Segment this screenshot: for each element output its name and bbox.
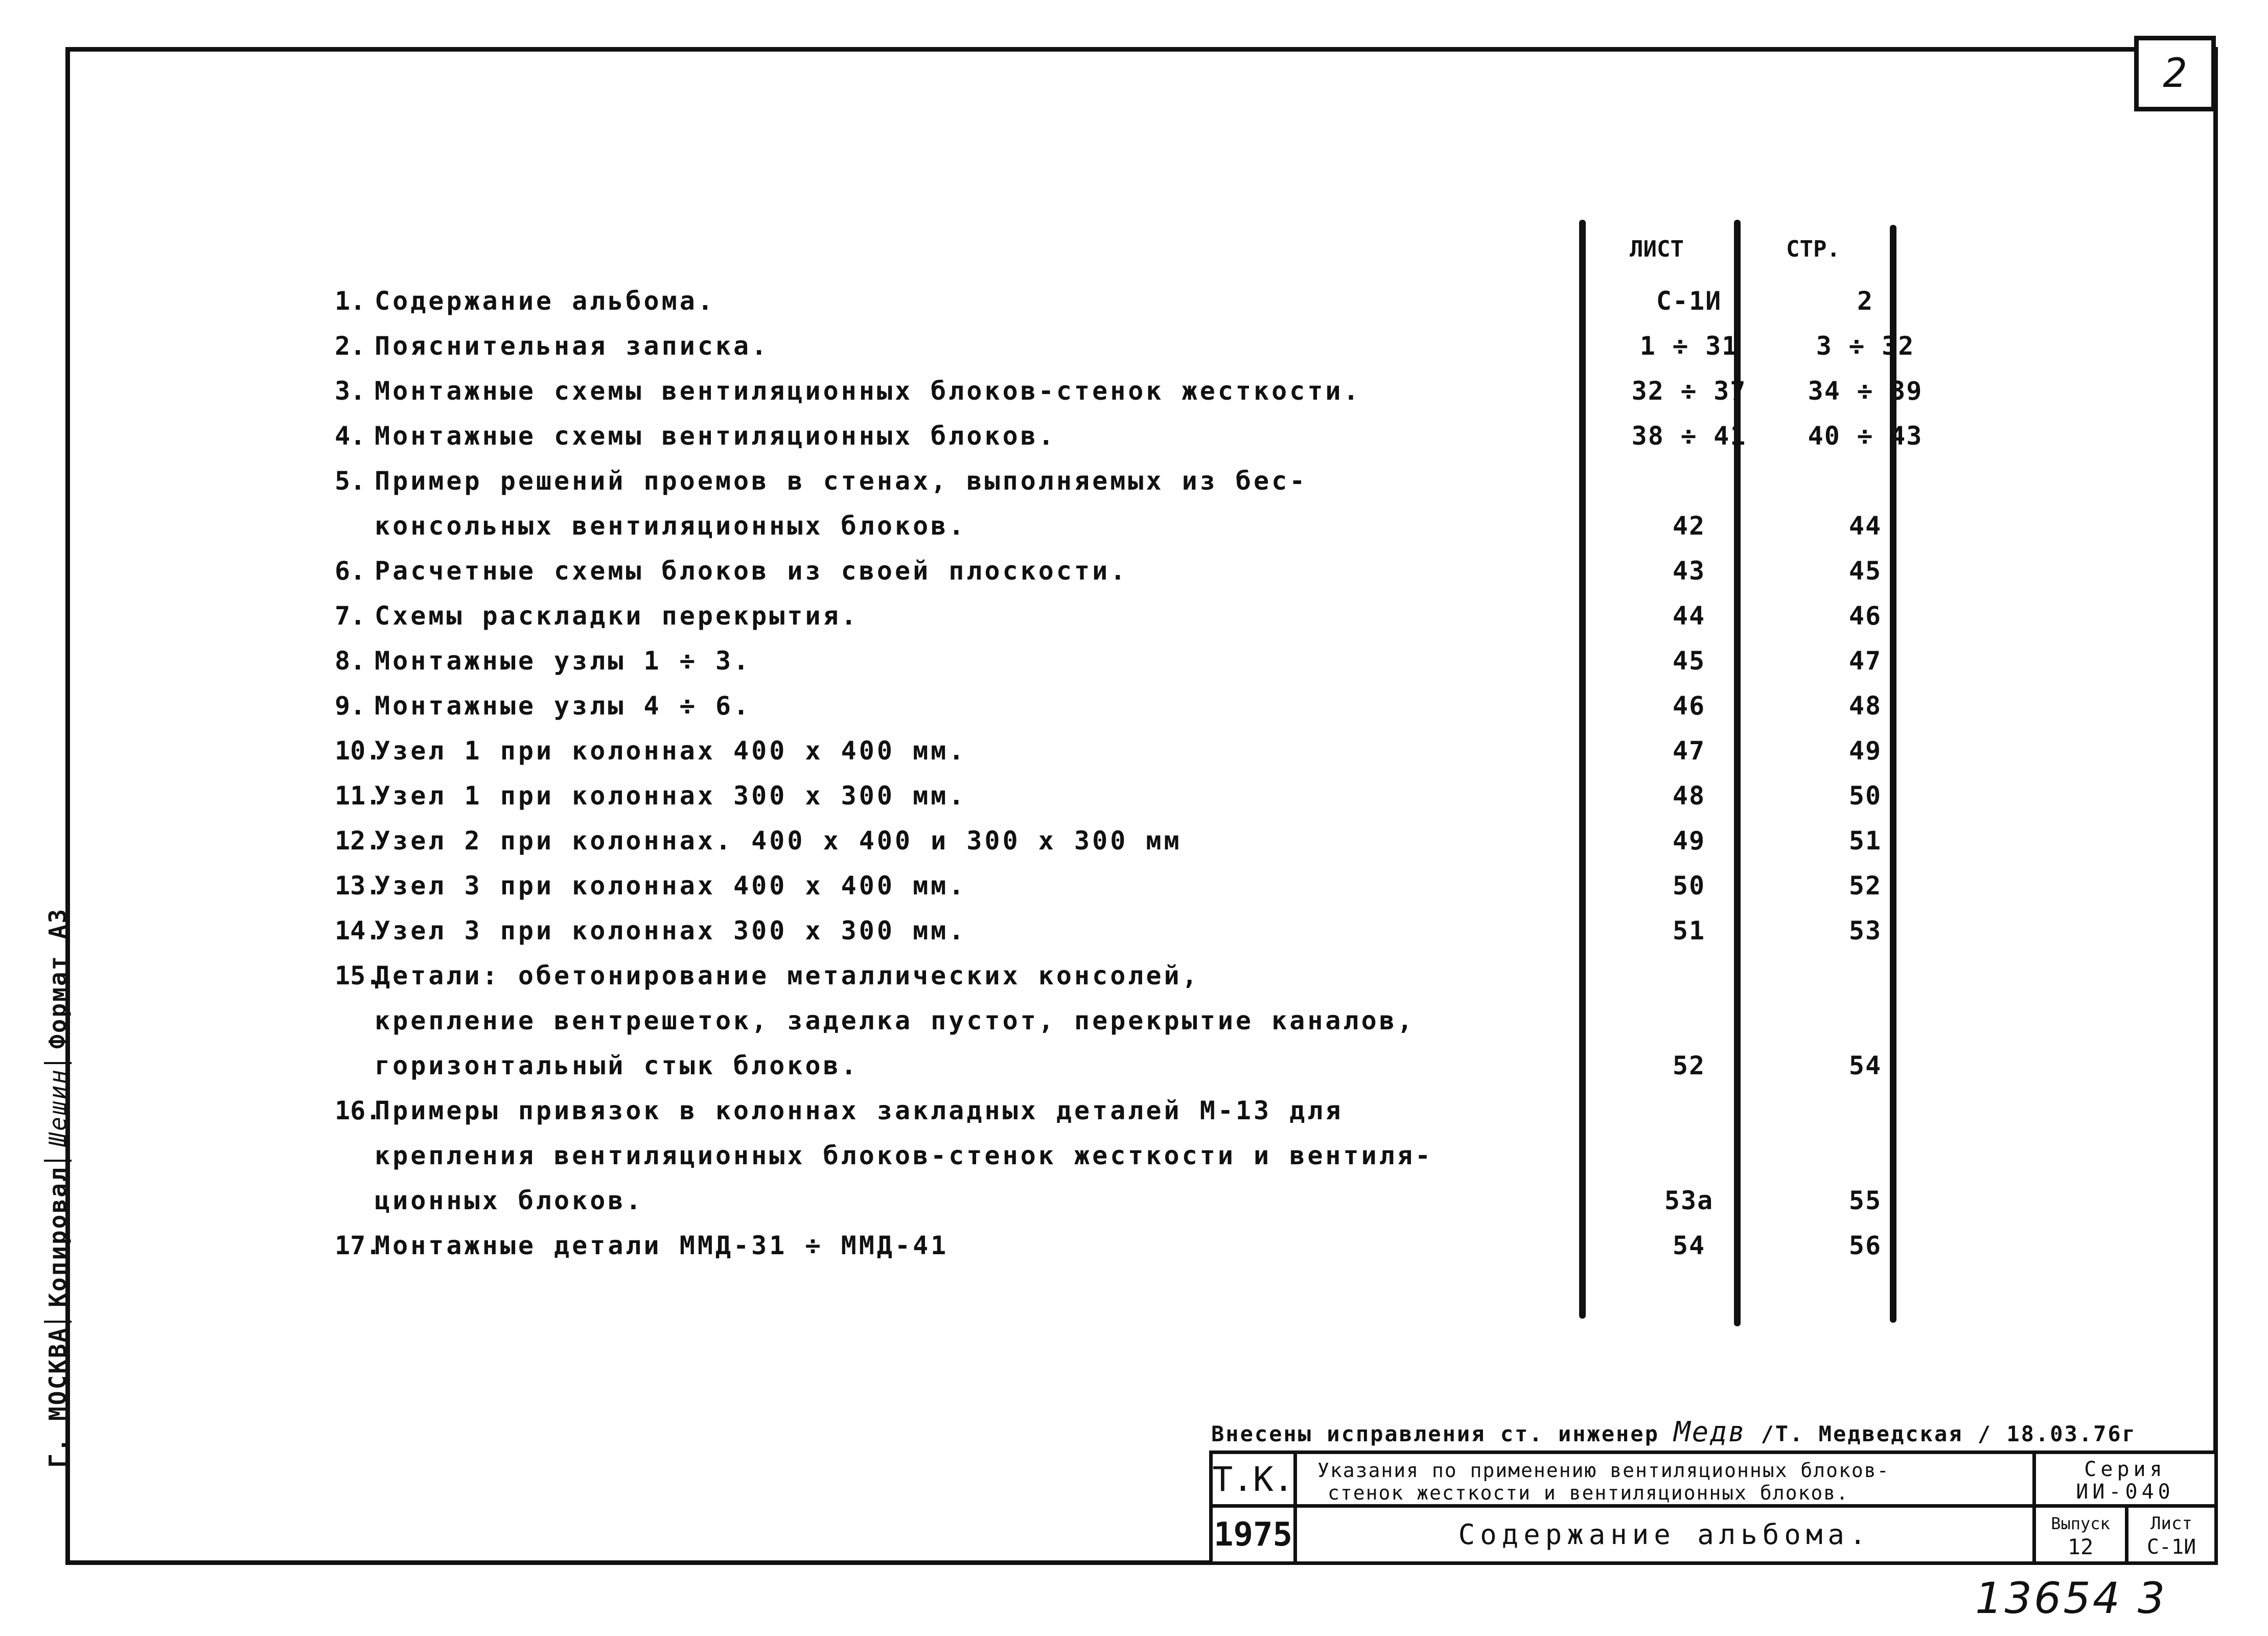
toc-page: 50: [1848, 781, 1882, 811]
title-block-sheet: [2125, 1504, 2218, 1565]
toc-sheet: 47: [1672, 736, 1706, 766]
title-block-sheet-value: С-1И: [2146, 1535, 2196, 1559]
toc-sheet: 49: [1672, 826, 1706, 856]
title-block-sheet-title: Содержание альбома.: [1293, 1504, 2036, 1565]
toc-sheet: 32 ÷ 37: [1631, 376, 1747, 406]
toc-page: 3 ÷ 32: [1816, 331, 1915, 361]
title-block-org: Т.К.: [1209, 1450, 1297, 1508]
toc-entry: 11.Узел 1 при колоннах 300 x 300 мм. 48 50: [335, 773, 1970, 818]
toc-page: 49: [1848, 736, 1882, 766]
toc-entry: 17.Монтажные детали ММД-31 ÷ ММД-41 54 56: [335, 1223, 1970, 1268]
title-block-issue: [2032, 1504, 2128, 1565]
toc-page: 40 ÷ 43: [1808, 421, 1923, 451]
title-block-issue-label: Выпуск: [2051, 1514, 2110, 1533]
toc-sheet: 51: [1672, 916, 1706, 946]
toc-sheet: 42: [1672, 511, 1706, 541]
toc-entry-continued: консольных вентиляционных блоков. 42 44: [335, 503, 1970, 548]
side-stamp-copied: Копировал: [44, 1160, 72, 1311]
toc-entry: 9. Монтажные узлы 4 ÷ 6. 46 48: [335, 683, 1970, 728]
side-stamp: [44, 904, 72, 1472]
toc-entry: 4. Монтажные схемы вентиляционных блоков. 38 ÷ 41 40 ÷ 43: [335, 413, 1970, 458]
column-header-page: СТР.: [1786, 236, 1840, 262]
title-block-description: [1293, 1450, 2036, 1508]
corrections-signature: Медв: [1674, 1416, 1747, 1448]
side-stamp-city: Г. МОСКВА: [44, 1321, 72, 1472]
toc-sheet: 50: [1672, 871, 1706, 901]
title-block-year: 1975: [1209, 1504, 1297, 1565]
corrections-text: Внесены исправления ст. инженер: [1211, 1421, 1659, 1446]
toc-page: 47: [1848, 646, 1882, 676]
toc-sheet: 48: [1672, 781, 1706, 811]
title-block-series-label: Серия: [2084, 1458, 2166, 1481]
toc-page: 54: [1848, 1051, 1882, 1080]
toc-entry: 12.Узел 2 при колоннах. 400 x 400 и 300 x 300 мм 49 51: [335, 818, 1970, 863]
toc-entry: 2. Пояснительная записка. 1 ÷ 31 3 ÷ 32: [335, 324, 1970, 368]
side-stamp-format: Формат А3: [44, 907, 72, 1049]
toc-sheet: 46: [1672, 691, 1706, 721]
title-block-series-value: ИИ-040: [2076, 1480, 2174, 1504]
corrections-date: 18.03.76г: [2006, 1421, 2137, 1446]
toc-entry: 16.Примеры привязок в колоннах закладных деталей М-13 для: [335, 1096, 1344, 1125]
title-block: [1209, 1450, 2218, 1565]
toc-page: 56: [1848, 1231, 1882, 1260]
corrections-note: [1211, 1416, 2137, 1448]
toc-entry-continued: крепления вентиляционных блоков-стенок жесткости и вентиля-: [375, 1141, 1433, 1170]
toc-page: 34 ÷ 39: [1808, 376, 1923, 406]
toc-page: 45: [1848, 556, 1882, 586]
toc-entry-continued: ционных блоков. 53а 55: [335, 1178, 1970, 1223]
toc-entry: 1. Содержание альбома. С-1И 2: [335, 279, 1970, 324]
toc-sheet: 45: [1672, 646, 1706, 676]
side-stamp-signature: Шешин: [44, 1062, 72, 1150]
toc-page: 52: [1848, 871, 1882, 901]
title-block-series: [2032, 1450, 2218, 1508]
toc-page: 2: [1857, 286, 1874, 316]
toc-page: 51: [1848, 826, 1882, 856]
toc-entry: 5. Пример решений проемов в стенах, выполняемых из бес-: [335, 466, 1308, 496]
toc-entry: 13.Узел 3 при колоннах 400 x 400 мм. 50 52: [335, 863, 1970, 908]
toc-page: 55: [1848, 1186, 1882, 1215]
toc-page: 53: [1848, 916, 1882, 946]
toc-sheet: С-1И: [1656, 286, 1722, 316]
toc-page: 48: [1848, 691, 1882, 721]
toc-entry: 7. Схемы раскладки перекрытия. 44 46: [335, 593, 1970, 638]
toc-page: 46: [1848, 601, 1882, 631]
toc-entry: 14.Узел 3 при колоннах 300 x 300 мм. 51 53: [335, 908, 1970, 953]
title-block-description-line1: Указания по применению вентиляционных блоков-: [1317, 1459, 1890, 1482]
toc-entry: 6. Расчетные схемы блоков из своей плоскости. 43 45: [335, 548, 1970, 593]
toc-sheet: 53а: [1664, 1186, 1714, 1215]
title-block-issue-value: 12: [2067, 1534, 2094, 1559]
title-block-description-line2: стенок жесткости и вентиляционных блоков.: [1328, 1482, 1849, 1504]
toc-entry-continued: крепление вентрешеток, заделка пустот, перекрытие каналов,: [375, 1006, 1415, 1035]
title-block-sheet-label: Лист: [2150, 1513, 2192, 1534]
toc-entry: 3. Монтажные схемы вентиляционных блоков-стенок жесткости. 32 ÷ 37 34 ÷ 39: [335, 368, 1970, 413]
corrections-name: /Т. Медведская /: [1761, 1421, 1993, 1446]
toc-sheet: 52: [1672, 1051, 1706, 1080]
toc-entry-continued: горизонтальный стык блоков. 52 54: [335, 1043, 1970, 1088]
sheet-number: 2: [2134, 36, 2216, 111]
toc-page: 44: [1848, 511, 1882, 541]
toc-entry: 8. Монтажные узлы 1 ÷ 3. 45 47: [335, 638, 1970, 683]
toc-sheet: 54: [1672, 1231, 1706, 1260]
toc-entry: 10.Узел 1 при колоннах 400 x 400 мм. 47 49: [335, 728, 1970, 773]
toc-sheet: 43: [1672, 556, 1706, 586]
toc-entry: 15.Детали: обетонирование металлических консолей,: [335, 961, 1200, 990]
archive-number: 13654 3: [1975, 1573, 2167, 1623]
toc-sheet: 44: [1672, 601, 1706, 631]
column-header-sheet: ЛИСТ: [1630, 236, 1684, 262]
toc-sheet: 38 ÷ 41: [1631, 421, 1747, 451]
toc-sheet: 1 ÷ 31: [1639, 331, 1739, 361]
